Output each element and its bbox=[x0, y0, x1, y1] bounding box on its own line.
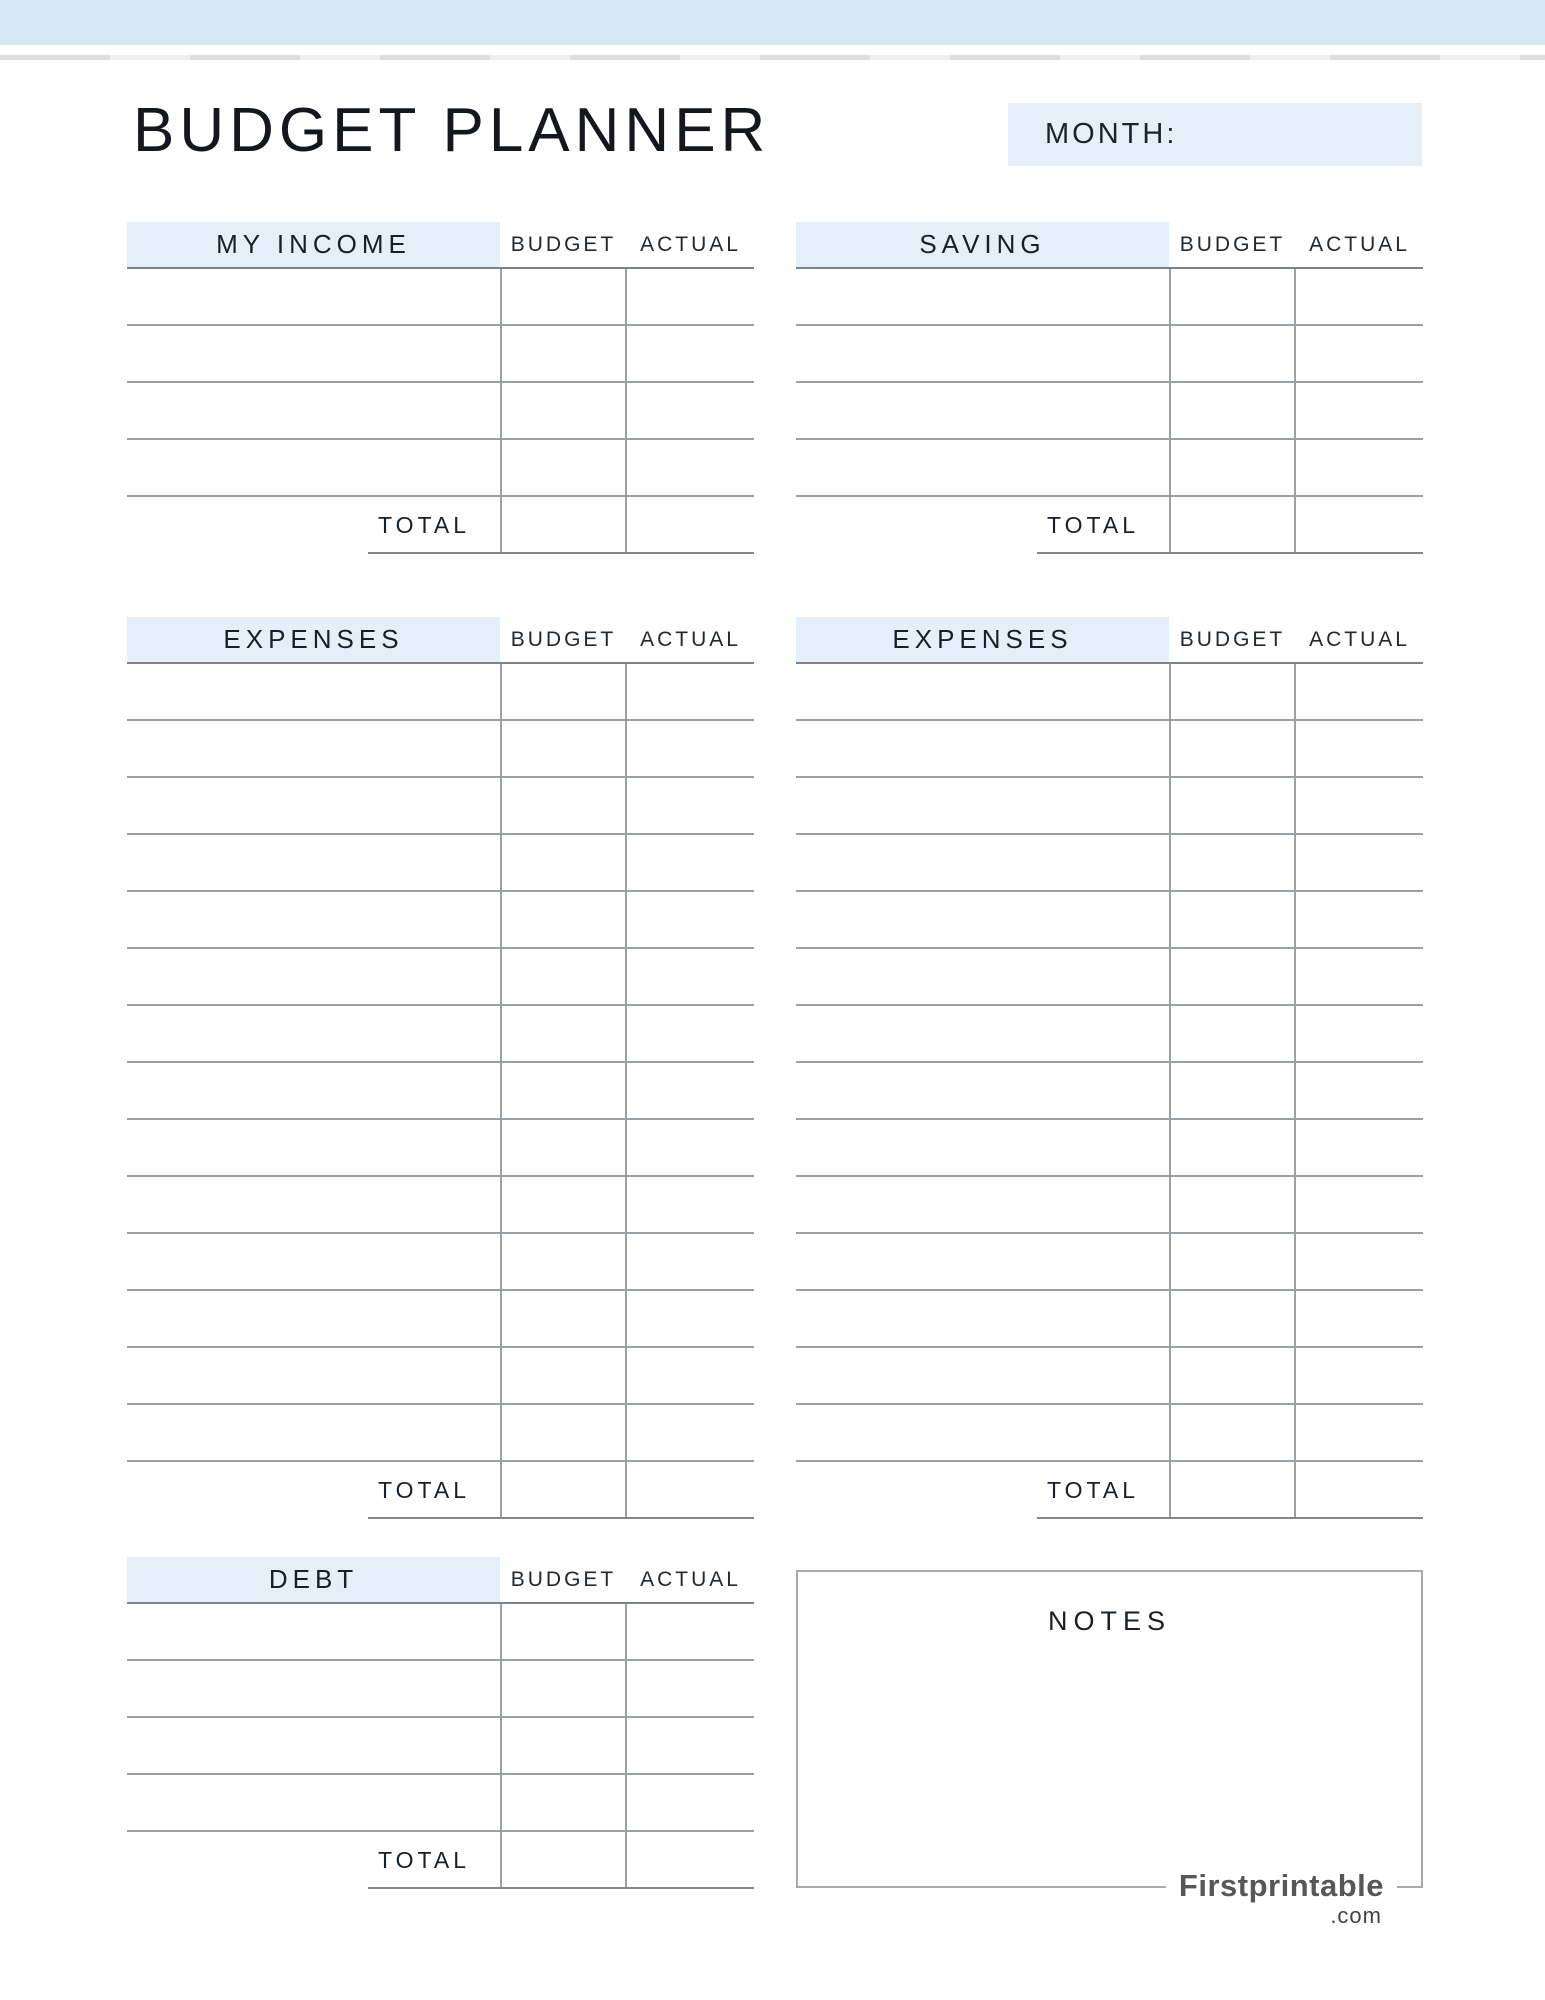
table-row bbox=[127, 778, 754, 835]
budget-cell bbox=[500, 949, 627, 1004]
actual-cell bbox=[1296, 1177, 1423, 1232]
saving-table-header bbox=[796, 222, 1423, 269]
table-row bbox=[796, 721, 1423, 778]
saving-table bbox=[796, 222, 1423, 554]
table-row bbox=[127, 1063, 754, 1120]
item-cell bbox=[127, 1718, 500, 1773]
actual-cell bbox=[627, 269, 754, 324]
item-cell bbox=[127, 721, 500, 776]
table-row bbox=[127, 721, 754, 778]
item-cell bbox=[127, 835, 500, 890]
budget-cell bbox=[500, 1234, 627, 1289]
table-row bbox=[127, 1291, 754, 1348]
expenses-left-table bbox=[127, 617, 754, 1519]
table-row bbox=[127, 1775, 754, 1832]
debt-budget-column-header: BUDGET bbox=[510, 1568, 617, 1591]
income-total-label: TOTAL bbox=[378, 512, 470, 538]
item-cell bbox=[127, 1604, 500, 1659]
table-row bbox=[796, 1234, 1423, 1291]
budget-cell bbox=[1169, 1291, 1296, 1346]
item-cell bbox=[796, 1405, 1169, 1460]
actual-cell bbox=[1296, 1291, 1423, 1346]
budget-cell bbox=[500, 269, 627, 324]
table-row bbox=[127, 1718, 754, 1775]
scan-artifact-line bbox=[0, 55, 1545, 60]
expenses-left-rows bbox=[127, 664, 754, 1462]
actual-cell bbox=[1296, 1234, 1423, 1289]
table-row bbox=[127, 1405, 754, 1462]
actual-cell bbox=[1296, 892, 1423, 947]
budget-cell bbox=[500, 1177, 627, 1232]
item-cell bbox=[796, 721, 1169, 776]
expenses-right-total-label: TOTAL bbox=[1047, 1477, 1139, 1503]
actual-cell bbox=[627, 1718, 754, 1773]
budget-cell bbox=[500, 1604, 627, 1659]
item-cell bbox=[127, 383, 500, 438]
income-table bbox=[127, 222, 754, 554]
table-row bbox=[127, 383, 754, 440]
budget-cell bbox=[500, 1291, 627, 1346]
actual-cell bbox=[1296, 721, 1423, 776]
budget-cell bbox=[1169, 440, 1296, 495]
budget-cell bbox=[1169, 949, 1296, 1004]
actual-cell bbox=[627, 1348, 754, 1403]
table-row bbox=[127, 1348, 754, 1405]
month-field bbox=[1008, 103, 1422, 166]
expenses-right-total-actual-cell bbox=[1296, 1462, 1423, 1519]
item-cell bbox=[796, 269, 1169, 324]
item-cell bbox=[127, 1405, 500, 1460]
budget-cell bbox=[500, 1405, 627, 1460]
item-cell bbox=[127, 1661, 500, 1716]
item-cell bbox=[796, 1063, 1169, 1118]
table-row bbox=[796, 892, 1423, 949]
expenses-right-total-row bbox=[796, 1462, 1423, 1519]
income-total-budget-cell bbox=[500, 497, 627, 554]
actual-cell bbox=[1296, 269, 1423, 324]
table-row bbox=[127, 949, 754, 1006]
table-row bbox=[796, 383, 1423, 440]
income-total-row bbox=[127, 497, 754, 554]
debt-actual-column-header: ACTUAL bbox=[640, 1568, 741, 1591]
brand-wordmark: Firstprintable bbox=[1166, 1866, 1397, 1906]
expenses-left-total-label-cell bbox=[127, 1462, 500, 1519]
expenses-right-budget-column-header: BUDGET bbox=[1179, 628, 1286, 651]
expenses-right-total-budget-cell bbox=[1169, 1462, 1296, 1519]
income-actual-column-header: ACTUAL bbox=[640, 233, 741, 256]
actual-cell bbox=[627, 949, 754, 1004]
table-row bbox=[796, 664, 1423, 721]
item-cell bbox=[127, 1234, 500, 1289]
budget-cell bbox=[1169, 721, 1296, 776]
budget-cell bbox=[1169, 892, 1296, 947]
item-cell bbox=[796, 1120, 1169, 1175]
table-row bbox=[796, 269, 1423, 326]
actual-cell bbox=[627, 1120, 754, 1175]
table-row bbox=[796, 1405, 1423, 1462]
actual-cell bbox=[1296, 664, 1423, 719]
item-cell bbox=[796, 440, 1169, 495]
actual-cell bbox=[627, 440, 754, 495]
actual-cell bbox=[627, 1291, 754, 1346]
budget-cell bbox=[500, 835, 627, 890]
actual-cell bbox=[1296, 1405, 1423, 1460]
actual-cell bbox=[1296, 326, 1423, 381]
expenses-right-section-title: EXPENSES bbox=[796, 617, 1169, 662]
table-row bbox=[127, 440, 754, 497]
budget-cell bbox=[1169, 835, 1296, 890]
expenses-right-table bbox=[796, 617, 1423, 1519]
budget-cell bbox=[1169, 1405, 1296, 1460]
item-cell bbox=[127, 1006, 500, 1061]
budget-cell bbox=[500, 1120, 627, 1175]
budget-cell bbox=[1169, 1177, 1296, 1232]
actual-cell bbox=[627, 1063, 754, 1118]
table-row bbox=[127, 1177, 754, 1234]
income-rows bbox=[127, 269, 754, 497]
budget-cell bbox=[500, 778, 627, 833]
debt-section-title: DEBT bbox=[127, 1557, 500, 1602]
top-accent-bar bbox=[0, 0, 1545, 45]
item-cell bbox=[796, 1291, 1169, 1346]
saving-total-label-cell bbox=[796, 497, 1169, 554]
page-title: BUDGET PLANNER bbox=[133, 96, 771, 165]
item-cell bbox=[127, 1348, 500, 1403]
item-cell bbox=[127, 664, 500, 719]
table-row bbox=[796, 440, 1423, 497]
expenses-right-total-label-cell bbox=[796, 1462, 1169, 1519]
actual-cell bbox=[627, 1006, 754, 1061]
table-row bbox=[127, 664, 754, 721]
expenses-left-budget-column-header: BUDGET bbox=[510, 628, 617, 651]
budget-cell bbox=[500, 1661, 627, 1716]
actual-cell bbox=[627, 778, 754, 833]
budget-cell bbox=[1169, 778, 1296, 833]
actual-cell bbox=[627, 664, 754, 719]
expenses-left-total-actual-cell bbox=[627, 1462, 754, 1519]
actual-cell bbox=[627, 1405, 754, 1460]
actual-cell bbox=[1296, 1348, 1423, 1403]
item-cell bbox=[127, 326, 500, 381]
actual-cell bbox=[627, 383, 754, 438]
table-row bbox=[796, 1177, 1423, 1234]
actual-cell bbox=[1296, 440, 1423, 495]
budget-cell bbox=[1169, 1063, 1296, 1118]
expenses-left-total-label: TOTAL bbox=[378, 1477, 470, 1503]
budget-cell bbox=[500, 1063, 627, 1118]
item-cell bbox=[796, 1006, 1169, 1061]
month-label: MONTH: bbox=[1045, 118, 1178, 150]
table-row bbox=[796, 1120, 1423, 1177]
table-row bbox=[127, 1661, 754, 1718]
expenses-right-rows bbox=[796, 664, 1423, 1462]
table-row bbox=[127, 892, 754, 949]
expenses-left-total-row bbox=[127, 1462, 754, 1519]
item-cell bbox=[796, 835, 1169, 890]
item-cell bbox=[796, 949, 1169, 1004]
budget-cell bbox=[500, 664, 627, 719]
item-cell bbox=[796, 383, 1169, 438]
brand-domain: .com bbox=[1325, 1904, 1387, 1928]
debt-rows bbox=[127, 1604, 754, 1832]
actual-cell bbox=[627, 326, 754, 381]
expenses-right-table-header bbox=[796, 617, 1423, 664]
debt-total-actual-cell bbox=[627, 1832, 754, 1889]
income-total-label-cell bbox=[127, 497, 500, 554]
expenses-left-table-header bbox=[127, 617, 754, 664]
expenses-left-actual-column-header: ACTUAL bbox=[640, 628, 741, 651]
saving-budget-column-header: BUDGET bbox=[1179, 233, 1286, 256]
actual-cell bbox=[627, 1234, 754, 1289]
item-cell bbox=[796, 664, 1169, 719]
item-cell bbox=[127, 269, 500, 324]
budget-cell bbox=[500, 440, 627, 495]
expenses-left-total-budget-cell bbox=[500, 1462, 627, 1519]
item-cell bbox=[796, 892, 1169, 947]
debt-total-budget-cell bbox=[500, 1832, 627, 1889]
right-column bbox=[796, 222, 1423, 1888]
budget-cell bbox=[1169, 664, 1296, 719]
budget-cell bbox=[1169, 1348, 1296, 1403]
item-cell bbox=[127, 1291, 500, 1346]
budget-cell bbox=[1169, 1120, 1296, 1175]
item-cell bbox=[127, 778, 500, 833]
item-cell bbox=[796, 326, 1169, 381]
table-row bbox=[796, 1348, 1423, 1405]
table-row bbox=[127, 269, 754, 326]
budget-cell bbox=[1169, 1006, 1296, 1061]
table-row bbox=[796, 835, 1423, 892]
table-row bbox=[796, 778, 1423, 835]
table-row bbox=[796, 1006, 1423, 1063]
item-cell bbox=[127, 440, 500, 495]
saving-total-actual-cell bbox=[1296, 497, 1423, 554]
budget-cell bbox=[500, 383, 627, 438]
item-cell bbox=[127, 1775, 500, 1830]
actual-cell bbox=[627, 1775, 754, 1830]
debt-total-label-cell bbox=[127, 1832, 500, 1889]
actual-cell bbox=[627, 1177, 754, 1232]
actual-cell bbox=[1296, 778, 1423, 833]
saving-actual-column-header: ACTUAL bbox=[1309, 233, 1410, 256]
actual-cell bbox=[1296, 835, 1423, 890]
income-section-title: MY INCOME bbox=[127, 222, 500, 267]
actual-cell bbox=[627, 1604, 754, 1659]
actual-cell bbox=[627, 721, 754, 776]
income-table-header bbox=[127, 222, 754, 269]
item-cell bbox=[127, 1120, 500, 1175]
actual-cell bbox=[627, 892, 754, 947]
table-row bbox=[127, 1006, 754, 1063]
actual-cell bbox=[1296, 383, 1423, 438]
saving-total-label: TOTAL bbox=[1047, 512, 1139, 538]
item-cell bbox=[127, 892, 500, 947]
income-budget-column-header: BUDGET bbox=[510, 233, 617, 256]
budget-cell bbox=[1169, 383, 1296, 438]
table-row bbox=[127, 1604, 754, 1661]
debt-total-row bbox=[127, 1832, 754, 1889]
saving-rows bbox=[796, 269, 1423, 497]
budget-cell bbox=[500, 892, 627, 947]
item-cell bbox=[796, 778, 1169, 833]
actual-cell bbox=[1296, 1006, 1423, 1061]
budget-cell bbox=[500, 1348, 627, 1403]
budget-cell bbox=[500, 1718, 627, 1773]
budget-cell bbox=[1169, 269, 1296, 324]
table-row bbox=[127, 326, 754, 383]
item-cell bbox=[796, 1177, 1169, 1232]
actual-cell bbox=[627, 1661, 754, 1716]
budget-cell bbox=[500, 721, 627, 776]
actual-cell bbox=[1296, 1063, 1423, 1118]
budget-cell bbox=[1169, 1234, 1296, 1289]
budget-cell bbox=[500, 326, 627, 381]
notes-box bbox=[796, 1570, 1423, 1888]
budget-cell bbox=[500, 1006, 627, 1061]
left-column bbox=[127, 222, 754, 1889]
income-total-actual-cell bbox=[627, 497, 754, 554]
expenses-left-section-title: EXPENSES bbox=[127, 617, 500, 662]
table-row bbox=[127, 835, 754, 892]
item-cell bbox=[127, 949, 500, 1004]
item-cell bbox=[796, 1234, 1169, 1289]
table-row bbox=[796, 1291, 1423, 1348]
table-row bbox=[796, 949, 1423, 1006]
budget-cell bbox=[500, 1775, 627, 1830]
table-row bbox=[127, 1234, 754, 1291]
item-cell bbox=[127, 1063, 500, 1118]
saving-total-budget-cell bbox=[1169, 497, 1296, 554]
debt-total-label: TOTAL bbox=[378, 1847, 470, 1873]
saving-section-title: SAVING bbox=[796, 222, 1169, 267]
notes-title: NOTES bbox=[1047, 1606, 1171, 1636]
item-cell bbox=[127, 1177, 500, 1232]
table-row bbox=[796, 1063, 1423, 1120]
budget-cell bbox=[1169, 326, 1296, 381]
item-cell bbox=[796, 1348, 1169, 1403]
actual-cell bbox=[1296, 1120, 1423, 1175]
saving-total-row bbox=[796, 497, 1423, 554]
actual-cell bbox=[627, 835, 754, 890]
actual-cell bbox=[1296, 949, 1423, 1004]
debt-table-header bbox=[127, 1557, 754, 1604]
table-row bbox=[127, 1120, 754, 1177]
expenses-right-actual-column-header: ACTUAL bbox=[1309, 628, 1410, 651]
debt-table bbox=[127, 1557, 754, 1889]
table-row bbox=[796, 326, 1423, 383]
